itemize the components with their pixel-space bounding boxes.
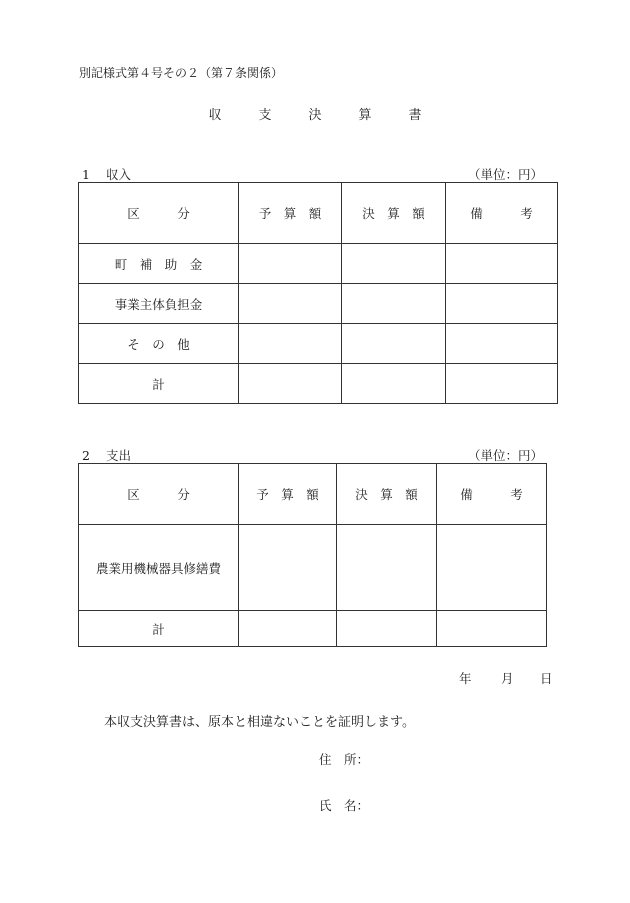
expense-remarks-cell[interactable] — [437, 525, 547, 611]
income-budget-cell[interactable] — [239, 244, 342, 284]
income-remarks-cell[interactable] — [446, 364, 558, 404]
expense-total-row — [79, 611, 547, 647]
income-header-remarks: 備 考 — [446, 183, 558, 244]
date-month-label: 月 — [501, 671, 514, 686]
income-header-actual: 決 算 額 — [342, 183, 446, 244]
income-total-label: 計 — [79, 364, 239, 404]
income-header-category: 区 分 — [79, 183, 239, 244]
date-day-label: 日 — [540, 671, 553, 686]
income-actual-cell[interactable] — [342, 364, 446, 404]
income-section-heading — [82, 165, 131, 183]
expense-row-label: 農業用機械器具修繕費 — [79, 525, 239, 611]
income-actual-cell[interactable] — [342, 324, 446, 364]
income-row-label: 事業主体負担金 — [79, 284, 239, 324]
income-section-title: 収入 — [106, 167, 132, 182]
income-header-row — [79, 183, 558, 244]
income-budget-cell[interactable] — [239, 364, 342, 404]
expense-budget-cell[interactable] — [239, 525, 337, 611]
expense-section-number: 2 — [82, 448, 90, 463]
income-budget-cell[interactable] — [239, 284, 342, 324]
expense-section-heading — [82, 446, 131, 464]
income-table — [78, 182, 558, 404]
expense-table — [78, 463, 547, 647]
income-remarks-cell[interactable] — [446, 324, 558, 364]
document-title: 収 支 決 算 書 — [208, 108, 434, 123]
form-label: 別記様式第４号その２（第７条関係） — [79, 66, 284, 80]
name-label: 氏 名： — [319, 798, 370, 813]
expense-header-category: 区 分 — [79, 464, 239, 525]
expense-unit-label: （単位：円） — [468, 448, 544, 463]
expense-header-budget: 予 算 額 — [239, 464, 337, 525]
income-actual-cell[interactable] — [342, 244, 446, 284]
income-row-label: 町 補 助 金 — [79, 244, 239, 284]
expense-header-remarks: 備 考 — [437, 464, 547, 525]
expense-header-row — [79, 464, 547, 525]
expense-actual-cell[interactable] — [337, 611, 437, 647]
expense-remarks-cell[interactable] — [437, 611, 547, 647]
income-total-row — [79, 364, 558, 404]
income-budget-cell[interactable] — [239, 324, 342, 364]
expense-header-actual: 決 算 額 — [337, 464, 437, 525]
table-row — [79, 324, 558, 364]
certification-statement: 本収支決算書は、原本と相違ないことを証明します。 — [104, 715, 415, 730]
expense-section-title: 支出 — [106, 448, 132, 463]
income-actual-cell[interactable] — [342, 284, 446, 324]
table-row — [79, 244, 558, 284]
income-remarks-cell[interactable] — [446, 284, 558, 324]
income-row-label: そ の 他 — [79, 324, 239, 364]
expense-budget-cell[interactable] — [239, 611, 337, 647]
income-unit-label: （単位：円） — [468, 167, 544, 182]
table-row — [79, 284, 558, 324]
expense-actual-cell[interactable] — [337, 525, 437, 611]
expense-total-label: 計 — [79, 611, 239, 647]
date-year-label: 年 — [459, 671, 472, 686]
table-row — [79, 525, 547, 611]
income-remarks-cell[interactable] — [446, 244, 558, 284]
income-section-number: 1 — [82, 167, 90, 182]
address-label: 住 所： — [319, 752, 370, 767]
income-header-budget: 予 算 額 — [239, 183, 342, 244]
